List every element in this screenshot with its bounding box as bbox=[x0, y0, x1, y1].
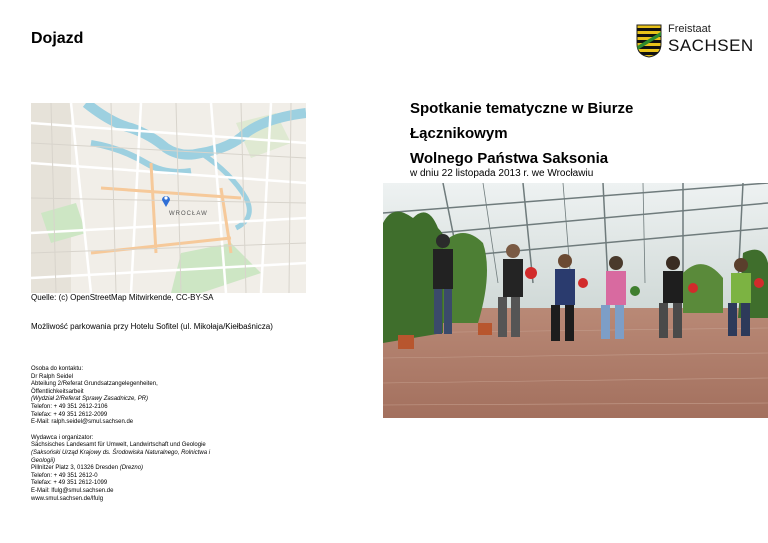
event-title-line: Spotkanie tematyczne w Biurze bbox=[410, 100, 634, 117]
map-pin-icon bbox=[161, 193, 171, 207]
publisher-web: www.smul.sachsen.de/lfulg bbox=[31, 495, 104, 502]
event-title bbox=[410, 96, 750, 171]
map-caption: Quelle: (c) OpenStreetMap Mitwirkende, CC-BY-SA bbox=[31, 293, 214, 302]
location-map bbox=[31, 103, 306, 293]
logo-text-sachsen: SACHSEN bbox=[668, 36, 754, 55]
publisher-fax: Telefax: + 49 351 2612-1099 bbox=[31, 480, 108, 487]
greenhouse-photo bbox=[383, 183, 768, 418]
publisher-label: Wydawca i organizator: bbox=[31, 434, 94, 441]
contact-phone: Telefon: + 49 351 2612-2106 bbox=[31, 403, 108, 410]
contact-block bbox=[31, 366, 231, 503]
contact-label: Osoba do kontaktu: bbox=[31, 366, 84, 372]
saxony-coat-of-arms-icon bbox=[636, 24, 662, 58]
page-heading: Dojazd bbox=[31, 30, 84, 47]
contact-dept: Abteilung 2/Referat Grundsatzangelegenheiten, bbox=[31, 381, 158, 388]
publisher-email: E-Mail: lfulg@smul.sachsen.de bbox=[31, 487, 114, 494]
freistaat-sachsen-logo bbox=[636, 23, 754, 62]
publisher-name-pl-2: Geologii) bbox=[31, 457, 56, 464]
logo-text-freistaat: Freistaat bbox=[668, 23, 711, 35]
event-date: w dniu 22 listopada 2013 r. we Wrocławiu bbox=[410, 168, 594, 179]
contact-name: Dr Ralph Seidel bbox=[31, 373, 74, 380]
contact-dept-pl: (Wydział 2/Referat Sprawy Zasadnicze, PR) bbox=[31, 396, 149, 403]
publisher-name-pl: (Saksoński Urząd Krajowy ds. Środowiska Naturalnego, Rolnictwa i bbox=[31, 449, 211, 456]
contact-fax: Telefax: + 49 351 2612-2099 bbox=[31, 411, 108, 418]
publisher-phone: Telefon: + 49 351 2612-0 bbox=[31, 472, 98, 479]
publisher-name: Sächsisches Landesamt für Umwelt, Landwirtschaft und Geologie bbox=[31, 442, 206, 449]
event-title-line: Wolnego Państwa Saksonia bbox=[410, 150, 609, 167]
contact-dept-2: Öffentlichkeitsarbeit bbox=[31, 388, 84, 395]
parking-info: Możliwość parkowania przy Hotelu Sofitel (ul. Mikołaja/Kiełbaśnicza) bbox=[31, 322, 273, 331]
contact-email: E-Mail: ralph.seidel@smul.sachsen.de bbox=[31, 419, 134, 426]
map-city-label: WROCŁAW bbox=[169, 211, 208, 217]
publisher-address: Pillnitzer Platz 3, 01326 Dresden (Drezno) bbox=[31, 465, 144, 472]
event-title-line: Łącznikowym bbox=[410, 125, 508, 142]
